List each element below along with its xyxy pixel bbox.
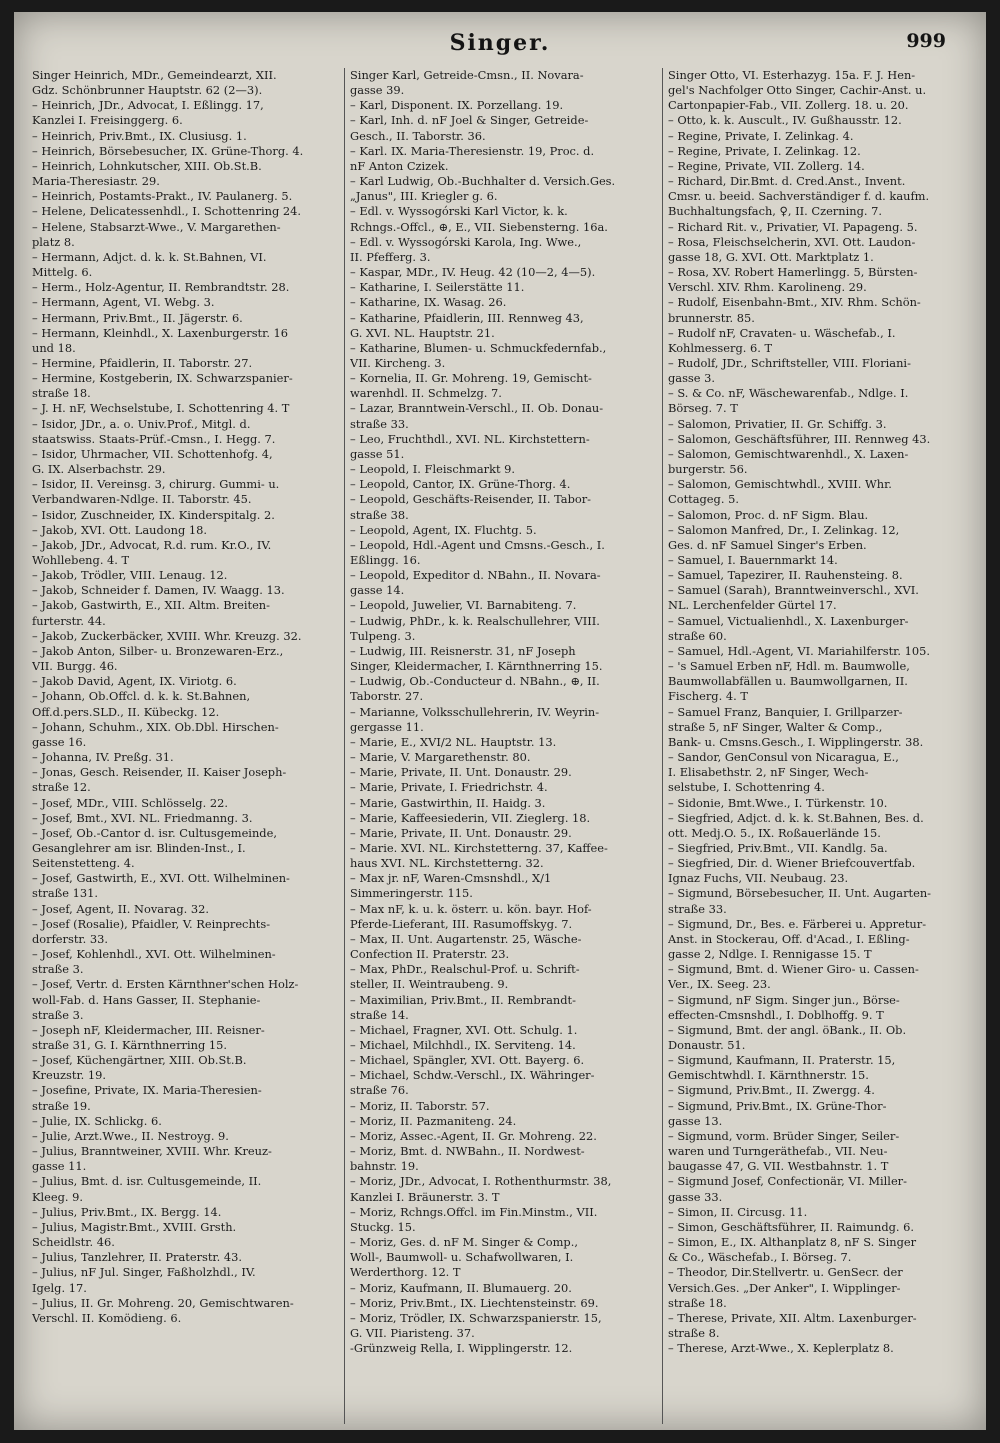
directory-entry-line: – Rosa, Fleischselcherin, XVI. Ott. Laudon- bbox=[668, 234, 916, 249]
directory-entry-line: – Samuel, Victualienhdl., X. Laxenburger- bbox=[668, 613, 909, 628]
directory-entry-line: woll-Fab. d. Hans Gasser, II. Stephanie- bbox=[32, 992, 261, 1007]
directory-entry-line: nF Anton Czizek. bbox=[350, 158, 449, 173]
directory-entry-line: Kreuzstr. 19. bbox=[32, 1068, 107, 1083]
directory-entry-line: – Samuel (Sarah), Branntweinverschl., XVI. bbox=[668, 583, 919, 598]
directory-entry-line: – Maximilian, Priv.Bmt., II. Rembrandt- bbox=[350, 992, 576, 1007]
directory-entry-line: – Julius, Bmt. d. isr. Cultusgemeinde, II. bbox=[32, 1174, 262, 1189]
directory-entry-line: Verschl. XIV. Rhm. Karolineng. 29. bbox=[668, 280, 867, 295]
directory-entry-line: – Leo, Fruchthdl., XVI. NL. Kirchstettern- bbox=[350, 431, 590, 446]
directory-entry-line: Baumwollabfällen u. Baumwollgarnen, II. bbox=[668, 674, 908, 689]
directory-entry-line: – Sigmund, Dr., Bes. e. Färberei u. Appretur- bbox=[668, 916, 927, 931]
directory-entry-line: G. XVI. NL. Hauptstr. 21. bbox=[350, 325, 495, 340]
directory-entry-line: & Co., Wäschefab., I. Börseg. 7. bbox=[668, 1250, 852, 1265]
directory-entry-line: baugasse 47, G. VII. Westbahnstr. 1. T bbox=[668, 1159, 889, 1174]
directory-entry-line: – Salomon, Gemischtwarenhdl., X. Laxen- bbox=[668, 446, 909, 461]
directory-entry-line: steller, II. Weintraubeng. 9. bbox=[350, 977, 509, 992]
directory-entry-line: Werderthorg. 12. T bbox=[350, 1265, 461, 1280]
directory-entry-line: gasse 11. bbox=[32, 1159, 87, 1174]
directory-entry-line: – Julius, nF Jul. Singer, Faßholzhdl., IV. bbox=[32, 1265, 256, 1280]
directory-entry-line: gasse 51. bbox=[350, 446, 405, 461]
directory-entry-line: selstube, I. Schottenring 4. bbox=[668, 780, 825, 795]
directory-entry-line: – Michael, Fragner, XVI. Ott. Schulg. 1. bbox=[350, 1022, 578, 1037]
directory-entry-line: – Regine, Private, I. Zelinkag. 4. bbox=[668, 128, 854, 143]
directory-entry-line: – Ludwig, Ob.-Conducteur d. NBahn., ⊕, II. bbox=[350, 674, 600, 689]
directory-entry-line: – Simon, Geschäftsführer, II. Raimundg. 6. bbox=[668, 1219, 915, 1234]
directory-entry-line: – Johanna, IV. Preßg. 31. bbox=[32, 750, 174, 765]
directory-entry-line: Taborstr. 27. bbox=[350, 689, 424, 704]
directory-entry-line: straße 33. bbox=[350, 416, 409, 431]
directory-entry-line: – Sigmund, Bmt. d. Wiener Giro- u. Cassen- bbox=[668, 962, 919, 977]
directory-entry-line: – Jakob, Zuckerbäcker, XVIII. Whr. Kreuzg. 32. bbox=[32, 628, 302, 643]
directory-entry-line: – Rudolf nF, Cravaten- u. Wäschefab., I. bbox=[668, 325, 896, 340]
directory-entry-line: – Sigmund, Priv.Bmt., IX. Grüne-Thor- bbox=[668, 1098, 887, 1113]
directory-entry-line: – Hermann, Priv.Bmt., II. Jägerstr. 6. bbox=[32, 310, 243, 325]
directory-entry-line: – Josef, Bmt., XVI. NL. Friedmanng. 3. bbox=[32, 810, 253, 825]
directory-entry-line: Singer Karl, Getreide-Cmsn., II. Novara- bbox=[350, 68, 584, 82]
directory-entry-line: – Marie, V. Margarethenstr. 80. bbox=[350, 750, 531, 765]
directory-entry-line: – Max, PhDr., Realschul-Prof. u. Schrift- bbox=[350, 962, 580, 977]
directory-entry-line: – Marie, Gastwirthin, II. Haidg. 3. bbox=[350, 795, 546, 810]
directory-entry-line: – Josef, MDr., VIII. Schlösselg. 22. bbox=[32, 795, 228, 810]
directory-entry-line: – Michael, Milchhdl., IX. Serviteng. 14. bbox=[350, 1038, 576, 1052]
directory-entry-line: straße 5, nF Singer, Walter & Comp., bbox=[668, 719, 883, 734]
directory-entry-line: Versich.Ges. „Der Anker", I. Wipplinger- bbox=[668, 1280, 901, 1295]
directory-entry-line: straße 38. bbox=[350, 507, 409, 522]
directory-entry-line: Simmeringerstr. 115. bbox=[350, 886, 473, 901]
directory-entry-line: – Sigmund, Priv.Bmt., II. Zwergg. 4. bbox=[668, 1083, 875, 1098]
directory-entry-line: Gdz. Schönbrunner Hauptstr. 62 (2—3). bbox=[32, 83, 263, 98]
directory-entry-line: Fischerg. 4. T bbox=[668, 689, 748, 704]
directory-entry-line: – Leopold, Cantor, IX. Grüne-Thorg. 4. bbox=[350, 477, 571, 492]
directory-entry-line: G. VII. Piaristeng. 37. bbox=[350, 1325, 475, 1340]
directory-entry-line: – Joseph nF, Kleidermacher, III. Reisner- bbox=[32, 1022, 265, 1037]
directory-entry-line: – Hermann, Agent, VI. Webg. 3. bbox=[32, 295, 215, 310]
directory-entry-line: – Johann, Schuhm., XIX. Ob.Dbl. Hirschen- bbox=[32, 719, 279, 734]
directory-entry-line: – Salomon Manfred, Dr., I. Zelinkag. 12, bbox=[668, 522, 900, 537]
directory-entry-line: Börseg. 7. T bbox=[668, 401, 738, 416]
directory-entry-line: – Therese, Arzt-Wwe., X. Keplerplatz 8. bbox=[668, 1341, 894, 1356]
directory-entry-line: – Marie, Private, I. Friedrichstr. 4. bbox=[350, 780, 548, 795]
directory-entry-line: – Jakob Anton, Silber- u. Bronzewaren-Erz., bbox=[32, 643, 284, 658]
directory-entry-line: – Max, II. Unt. Augartenstr. 25, Wäsche- bbox=[350, 931, 582, 946]
directory-entry-line: – Rudolf, Eisenbahn-Bmt., XIV. Rhm. Schön- bbox=[668, 295, 921, 310]
directory-entry-line: NL. Lerchenfelder Gürtel 17. bbox=[668, 598, 837, 613]
directory-entry-line: gasse 14. bbox=[350, 583, 405, 598]
directory-entry-line: – Hermann, Kleinhdl., X. Laxenburgerstr. 16 bbox=[32, 325, 289, 340]
directory-entry-line: – Sigmund, Kaufmann, II. Praterstr. 15, bbox=[668, 1053, 896, 1068]
directory-entry-line: – Moriz, Assec.-Agent, II. Gr. Mohreng. 22. bbox=[350, 1128, 597, 1143]
directory-entry-line: – Simon, E., IX. Althanplatz 8, nF S. Singer bbox=[668, 1235, 917, 1250]
directory-entry-line: – Simon, II. Circusg. 11. bbox=[668, 1204, 808, 1219]
directory-entry-line: – 's Samuel Erben nF, Hdl. m. Baumwolle, bbox=[668, 659, 910, 674]
directory-entry-line: straße 18. bbox=[32, 386, 91, 401]
directory-entry-line: Bank- u. Cmsns.Gesch., I. Wipplingerstr. 38. bbox=[668, 734, 924, 749]
directory-entry-line: waren und Turngeräthefab., VII. Neu- bbox=[668, 1144, 888, 1159]
directory-entry-line: ott. Medj.O. 5., IX. Roßauerlände 15. bbox=[668, 825, 881, 840]
directory-entry-line: Gemischtwhdl. I. Kärnthnerstr. 15. bbox=[668, 1068, 869, 1083]
directory-entry-line: – Sidonie, Bmt.Wwe., I. Türkenstr. 10. bbox=[668, 795, 888, 810]
directory-entry-line: Cottageg. 5. bbox=[668, 492, 739, 507]
directory-entry-line: – Marie, Private, II. Unt. Donaustr. 29. bbox=[350, 825, 572, 840]
directory-entry-line: – Hermann, Adjct. d. k. k. St.Bahnen, VI. bbox=[32, 249, 267, 264]
directory-entry-line: – Salomon, Gemischtwhdl., XVIII. Whr. bbox=[668, 477, 892, 492]
directory-entry-line: – Julie, IX. Schlickg. 6. bbox=[32, 1113, 162, 1128]
directory-entry-line: – Salomon, Geschäftsführer, III. Rennweg 43. bbox=[668, 431, 931, 446]
directory-entry-line: straße 18. bbox=[668, 1295, 727, 1310]
directory-entry-line: – Heinrich, JDr., Advocat, I. Eßlingg. 17, bbox=[32, 98, 264, 113]
directory-entry-line: – Michael, Spängler, XVI. Ott. Bayerg. 6. bbox=[350, 1053, 585, 1068]
directory-entry-line: – Leopold, Expeditor d. NBahn., II. Novara- bbox=[350, 568, 601, 583]
directory-entry-line: Confection II. Praterstr. 23. bbox=[350, 947, 510, 962]
directory-entry-line: – Samuel, Hdl.-Agent, VI. Mariahilferstr. 105. bbox=[668, 643, 930, 658]
directory-entry-line: – Johann, Ob.Offcl. d. k. k. St.Bahnen, bbox=[32, 689, 251, 704]
directory-entry-line: Off.d.pers.SLD., II. Kübeckg. 12. bbox=[32, 704, 220, 719]
directory-entry-line: – Julie, Arzt.Wwe., II. Nestroyg. 9. bbox=[32, 1128, 229, 1143]
directory-entry-line: – Josef (Rosalie), Pfaidler, V. Reinprechts- bbox=[32, 916, 271, 931]
directory-entry-line: – Edl. v. Wyssogórski Karola, Ing. Wwe., bbox=[350, 234, 582, 249]
directory-entry-line: effecten-Cmsnshdl., I. Doblhoffg. 9. T bbox=[668, 1007, 884, 1022]
directory-page bbox=[14, 12, 986, 1430]
directory-entry-line: – Siegfried, Dir. d. Wiener Briefcouvertfab. bbox=[668, 856, 916, 871]
directory-entry-line: – Leopold, Agent, IX. Fluchtg. 5. bbox=[350, 522, 537, 537]
directory-entry-line: Maria-Theresiastr. 29. bbox=[32, 174, 160, 189]
directory-entry-line: Donaustr. 51. bbox=[668, 1038, 746, 1052]
directory-entry-line: – Otto, k. k. Auscult., IV. Gußhausstr. 12. bbox=[668, 113, 902, 128]
directory-entry-line: – Josef, Kohlenhdl., XVI. Ott. Wilhelminen- bbox=[32, 947, 276, 962]
directory-entry-line: – Salomon, Privatier, II. Gr. Schiffg. 3. bbox=[668, 416, 887, 431]
directory-entry-line: – Samuel Franz, Banquier, I. Grillparzer- bbox=[668, 704, 903, 719]
directory-entry-line: – Kornelia, II. Gr. Mohreng. 19, Gemischt- bbox=[350, 371, 592, 386]
directory-entry-line: VII. Kircheng. 3. bbox=[350, 355, 446, 370]
directory-entry-line: – Lazar, Branntwein-Verschl., II. Ob. Donau- bbox=[350, 401, 604, 416]
directory-entry-line: – Jakob, XVI. Ott. Laudong 18. bbox=[32, 522, 207, 537]
directory-entry-line: Kanzlei I. Bräunerstr. 3. T bbox=[350, 1189, 500, 1204]
directory-entry-line: Eßlingg. 16. bbox=[350, 553, 421, 567]
directory-entry-line: – Josef, Küchengärtner, XIII. Ob.St.B. bbox=[32, 1053, 247, 1068]
directory-entry-line: – Herm., Holz-Agentur, II. Rembrandtstr. 28. bbox=[32, 280, 290, 295]
directory-entry-line: – Regine, Private, I. Zelinkag. 12. bbox=[668, 143, 861, 158]
directory-entry-line: – Isidor, JDr., a. o. Univ.Prof., Mitgl. d. bbox=[32, 416, 251, 431]
directory-entry-line: – Isidor, II. Vereinsg. 3, chirurg. Gummi- u. bbox=[32, 477, 280, 492]
directory-entry-line: – Marianne, Volksschullehrerin, IV. Weyrin- bbox=[350, 704, 600, 719]
directory-entry-line: – Leopold, Juwelier, VI. Barnabiteng. 7. bbox=[350, 598, 577, 613]
directory-entry-line: – Moriz, Rchngs.Offcl. im Fin.Minstm., VII. bbox=[350, 1204, 598, 1219]
directory-column-2 bbox=[344, 68, 662, 1424]
directory-entry-line: gasse 33. bbox=[668, 1189, 723, 1204]
directory-entry-line: – Josef, Gastwirth, E., XVI. Ott. Wilhelminen- bbox=[32, 871, 290, 886]
directory-entry-line: – Josefine, Private, IX. Maria-Theresien- bbox=[32, 1083, 262, 1098]
directory-entry-line: – Leopold, Hdl.-Agent und Cmsns.-Gesch., I. bbox=[350, 537, 605, 552]
directory-entry-line: Mittelg. 6. bbox=[32, 265, 93, 280]
directory-entry-line: – Jonas, Gesch. Reisender, II. Kaiser Joseph- bbox=[32, 765, 287, 780]
directory-entry-line: gasse 16. bbox=[32, 734, 87, 749]
directory-entry-line: brunnerstr. 85. bbox=[668, 310, 755, 325]
directory-entry-line: – Heinrich, Lohnkutscher, XIII. Ob.St.B. bbox=[32, 158, 262, 173]
directory-entry-line: – Siegfried, Adjct. d. k. k. St.Bahnen, Bes. d. bbox=[668, 810, 924, 825]
directory-entry-line: gergasse 11. bbox=[350, 719, 424, 734]
directory-entry-line: – J. H. nF, Wechselstube, I. Schottenring 4. T bbox=[32, 401, 290, 416]
directory-entry-line: – Katharine, Blumen- u. Schmuckfedernfab., bbox=[350, 340, 607, 355]
directory-entry-line: – Josef, Agent, II. Novarag. 32. bbox=[32, 901, 209, 916]
directory-entry-line: – Marie, Private, II. Unt. Donaustr. 29. bbox=[350, 765, 572, 780]
directory-entry-line: – Sigmund, Bmt. der angl. öBank., II. Ob. bbox=[668, 1022, 907, 1037]
directory-entry-line: warenhdl. II. Schmelzg. 7. bbox=[350, 386, 502, 401]
directory-entry-line: – Julius, Tanzlehrer, II. Praterstr. 43. bbox=[32, 1250, 242, 1265]
directory-entry-line: Anst. in Stockerau, Off. d'Acad., I. Eßling- bbox=[668, 931, 910, 946]
directory-entry-line: gasse 13. bbox=[668, 1113, 723, 1128]
directory-entry-line: – Heinrich, Postamts-Prakt., IV. Paulanerg. 5. bbox=[32, 189, 293, 204]
directory-entry-line: – Julius, Branntweiner, XVIII. Whr. Kreuz- bbox=[32, 1144, 272, 1159]
directory-entry-line: – Julius, Magistr.Bmt., XVIII. Grsth. bbox=[32, 1219, 237, 1234]
directory-entry-line: bahnstr. 19. bbox=[350, 1159, 419, 1174]
directory-entry-line: gasse 3. bbox=[668, 371, 716, 386]
directory-entry-line: – Moriz, Priv.Bmt., IX. Liechtensteinstr. 69. bbox=[350, 1295, 599, 1310]
directory-entry-line: – Sigmund, Börsebesucher, II. Unt. Augarten- bbox=[668, 886, 932, 901]
directory-entry-line: Rchngs.-Offcl., ⊕, E., VII. Siebensterng. 16a. bbox=[350, 219, 608, 234]
directory-entry-line: – Richard, Dir.Bmt. d. Cred.Anst., Invent. bbox=[668, 174, 906, 189]
directory-entry-line: – Marie. XVI. NL. Kirchstetterng. 37, Kaffee- bbox=[350, 840, 608, 855]
directory-entry-line: – Julius, II. Gr. Mohreng. 20, Gemischtwaren- bbox=[32, 1295, 294, 1310]
running-head: Singer. bbox=[449, 30, 551, 56]
directory-entry-line: Verbandwaren-Ndlge. II. Taborstr. 45. bbox=[32, 492, 252, 507]
directory-entry-line: Kleeg. 9. bbox=[32, 1189, 84, 1204]
directory-entry-line: – Sigmund, nF Sigm. Singer jun., Börse- bbox=[668, 992, 900, 1007]
directory-entry-line: – Sigmund, vorm. Brüder Singer, Seiler- bbox=[668, 1128, 900, 1143]
directory-entry-line: I. Elisabethstr. 2, nF Singer, Wech- bbox=[668, 765, 869, 780]
directory-entry-line: – Max jr. nF, Waren-Cmsnshdl., X/1 bbox=[350, 871, 552, 886]
directory-entry-line: – Moriz, II. Pazmaniteng. 24. bbox=[350, 1113, 517, 1128]
directory-entry-line: – Moriz, Kaufmann, II. Blumauerg. 20. bbox=[350, 1280, 572, 1295]
directory-entry-line: straße 12. bbox=[32, 780, 91, 795]
directory-entry-line: – Moriz, Ges. d. nF M. Singer & Comp., bbox=[350, 1235, 578, 1250]
directory-entry-line: – Heinrich, Priv.Bmt., IX. Clusiusg. 1. bbox=[32, 128, 247, 143]
directory-entry-line: – Karl, Inh. d. nF Joel & Singer, Getreide- bbox=[350, 113, 589, 128]
directory-entry-line: – Isidor, Zuschneider, IX. Kinderspitalg. 2. bbox=[32, 507, 275, 522]
page-header bbox=[14, 30, 986, 64]
directory-entry-line: – Leopold, Geschäfts-Reisender, II. Tabor- bbox=[350, 492, 592, 507]
directory-entry-line: – Karl Ludwig, Ob.-Buchhalter d. Versich.Ges. bbox=[350, 174, 616, 189]
directory-entry-line: Singer Otto, VI. Esterhazyg. 15a. F. J. Hen- bbox=[668, 68, 916, 82]
directory-entry-line: straße 14. bbox=[350, 1007, 409, 1022]
directory-entry-line: – Samuel, Tapezirer, II. Rauhensteing. 8. bbox=[668, 568, 903, 583]
directory-entry-line: – Ludwig, PhDr., k. k. Realschullehrer, VIII. bbox=[350, 613, 600, 628]
directory-entry-line: Pferde-Lieferant, III. Rasumoffskyg. 7. bbox=[350, 916, 573, 931]
directory-entry-line: – Josef, Ob.-Cantor d. isr. Cultusgemeinde, bbox=[32, 825, 277, 840]
directory-entry-line: – Katharine, Pfaidlerin, III. Rennweg 43, bbox=[350, 310, 584, 325]
directory-entry-line: – Julius, Priv.Bmt., IX. Bergg. 14. bbox=[32, 1204, 222, 1219]
directory-entry-line: – Salomon, Proc. d. nF Sigm. Blau. bbox=[668, 507, 869, 522]
directory-entry-line: Gesanglehrer am isr. Blinden-Inst., I. bbox=[32, 840, 246, 855]
directory-entry-line: straße 33. bbox=[668, 901, 727, 916]
directory-entry-line: Kanzlei I. Freisinggerg. 6. bbox=[32, 113, 183, 128]
directory-column-1 bbox=[32, 68, 344, 1424]
directory-entry-line: – Siegfried, Priv.Bmt., VII. Kandlg. 5a. bbox=[668, 840, 888, 855]
directory-entry-line: – Kaspar, MDr., IV. Heug. 42 (10—2, 4—5). bbox=[350, 265, 596, 280]
directory-entry-line: – Isidor, Uhrmacher, VII. Schottenhofg. 4, bbox=[32, 446, 273, 461]
directory-entry-line: Cmsr. u. beeid. Sachverständiger f. d. kaufm. bbox=[668, 189, 930, 204]
directory-entry-line: – Josef, Vertr. d. Ersten Kärnthner'schen Holz- bbox=[32, 977, 299, 992]
directory-entry-line: Woll-, Baumwoll- u. Schafwollwaren, I. bbox=[350, 1250, 574, 1265]
directory-entry-line: – Rudolf, JDr., Schriftsteller, VIII. Floriani- bbox=[668, 355, 911, 370]
directory-column-3 bbox=[662, 68, 980, 1424]
directory-entry-line: gasse 2, Ndlge. I. Rennigasse 15. T bbox=[668, 947, 872, 962]
directory-entry-line: staatswiss. Staats-Prüf.-Cmsn., I. Hegg. 7. bbox=[32, 431, 276, 446]
directory-entry-line: „Janus", III. Kriegler g. 6. bbox=[350, 189, 498, 204]
directory-entry-line: – Hermine, Pfaidlerin, II. Taborstr. 27. bbox=[32, 355, 253, 370]
directory-entry-line: furterstr. 44. bbox=[32, 613, 106, 628]
directory-entry-line: straße 19. bbox=[32, 1098, 91, 1113]
directory-entry-line: Gesch., II. Taborstr. 36. bbox=[350, 128, 486, 143]
directory-entry-line: Ges. d. nF Samuel Singer's Erben. bbox=[668, 537, 867, 552]
directory-entry-line: – Max nF, k. u. k. österr. u. kön. bayr. Hof- bbox=[350, 901, 592, 916]
directory-entry-line: Singer, Kleidermacher, I. Kärnthnerring 15. bbox=[350, 659, 603, 674]
directory-entry-line: Ver., IX. Seeg. 23. bbox=[668, 977, 771, 992]
directory-entry-line: – Marie, Kaffeesiederin, VII. Zieglerg. 18. bbox=[350, 810, 591, 825]
directory-entry-line: – Jakob, JDr., Advocat, R.d. rum. Kr.O., IV. bbox=[32, 537, 272, 552]
directory-entry-line: – Theodor, Dir.Stellvertr. u. GenSecr. der bbox=[668, 1265, 903, 1280]
directory-entry-line: – Moriz, II. Taborstr. 57. bbox=[350, 1098, 490, 1113]
directory-entry-line: – Moriz, JDr., Advocat, I. Rothenthurmstr. 38, bbox=[350, 1174, 612, 1189]
directory-entry-line: straße 76. bbox=[350, 1083, 409, 1098]
directory-entry-line: straße 3. bbox=[32, 962, 84, 977]
directory-entry-line: – Helene, Stabsarzt-Wwe., V. Margarethen- bbox=[32, 219, 281, 234]
directory-entry-line: straße 60. bbox=[668, 628, 727, 643]
directory-entry-line: – Regine, Private, VII. Zollerg. 14. bbox=[668, 158, 865, 173]
directory-entry-line: gel's Nachfolger Otto Singer, Cachir-Anst. u. bbox=[668, 83, 927, 98]
directory-entry-line: – Karl. IX. Maria-Theresienstr. 19, Proc. d. bbox=[350, 143, 595, 158]
directory-entry-line: gasse 39. bbox=[350, 83, 405, 98]
directory-entry-line: – Moriz, Bmt. d. NWBahn., II. Nordwest- bbox=[350, 1144, 585, 1159]
directory-entry-line: – Katharine, IX. Wasag. 26. bbox=[350, 295, 507, 310]
directory-entry-line: straße 3. bbox=[32, 1007, 84, 1022]
directory-entry-line: straße 8. bbox=[668, 1325, 720, 1340]
directory-entry-line: – Helene, Delicatessenhdl., I. Schottenring 24. bbox=[32, 204, 302, 219]
directory-entry-line: – Sandor, GenConsul von Nicaragua, E., bbox=[668, 750, 899, 765]
directory-entry-line: Igelg. 17. bbox=[32, 1280, 87, 1295]
directory-entry-line: burgerstr. 56. bbox=[668, 462, 748, 477]
directory-entry-line: II. Pfefferg. 3. bbox=[350, 249, 431, 264]
directory-entry-line: – Rosa, XV. Robert Hamerlingg. 5, Bürsten- bbox=[668, 265, 918, 280]
directory-entry-line: dorferstr. 33. bbox=[32, 931, 108, 946]
directory-entry-line: – Marie, E., XVI/2 NL. Hauptstr. 13. bbox=[350, 734, 557, 749]
directory-entry-line: haus XVI. NL. Kirchstetterng. 32. bbox=[350, 856, 544, 871]
directory-entry-line: – Jakob David, Agent, IX. Viriotg. 6. bbox=[32, 674, 237, 689]
directory-entry-line: – Karl, Disponent. IX. Porzellang. 19. bbox=[350, 98, 564, 113]
directory-entry-line: – Jakob, Gastwirth, E., XII. Altm. Breiten- bbox=[32, 598, 270, 613]
directory-entry-line: Singer Heinrich, MDr., Gemeindearzt, XII. bbox=[32, 68, 277, 82]
directory-entry-line: Wohllebeng. 4. T bbox=[32, 553, 130, 567]
page-number: 999 bbox=[906, 30, 946, 52]
directory-entry-line: G. IX. Alserbachstr. 29. bbox=[32, 462, 166, 477]
directory-entry-line: platz 8. bbox=[32, 234, 75, 249]
directory-entry-line: Tulpeng. 3. bbox=[350, 628, 416, 643]
directory-entry-line: straße 31, G. I. Kärnthnerring 15. bbox=[32, 1038, 228, 1052]
directory-entry-line: – Jakob, Schneider f. Damen, IV. Waagg. 13. bbox=[32, 583, 285, 598]
directory-entry-line: – Hermine, Kostgeberin, IX. Schwarzspanier- bbox=[32, 371, 293, 386]
directory-entry-line: Kohlmesserg. 6. T bbox=[668, 340, 773, 355]
directory-entry-line: – Edl. v. Wyssogórski Karl Victor, k. k. bbox=[350, 204, 568, 219]
directory-entry-line: und 18. bbox=[32, 340, 76, 355]
directory-entry-line: – S. & Co. nF, Wäschewarenfab., Ndlge. I. bbox=[668, 386, 909, 401]
directory-entry-line: VII. Burgg. 46. bbox=[32, 659, 118, 674]
directory-entry-line: Buchhaltungsfach, ♀, II. Czerning. 7. bbox=[668, 204, 882, 219]
directory-entry-line: Ignaz Fuchs, VII. Neubaug. 23. bbox=[668, 871, 849, 886]
directory-entry-line: – Sigmund Josef, Confectionär, VI. Miller- bbox=[668, 1174, 907, 1189]
directory-entry-line: – Ludwig, III. Reisnerstr. 31, nF Joseph bbox=[350, 643, 576, 658]
directory-entry-line: – Leopold, I. Fleischmarkt 9. bbox=[350, 462, 516, 477]
directory-entry-line: Stuckg. 15. bbox=[350, 1219, 416, 1234]
directory-entry-line: – Michael, Schdw.-Verschl., IX. Währinger- bbox=[350, 1068, 595, 1083]
directory-entry-line: gasse 18, G. XVI. Ott. Marktplatz 1. bbox=[668, 249, 874, 264]
directory-entry-line: – Richard Rit. v., Privatier, VI. Papageng. 5. bbox=[668, 219, 918, 234]
directory-entry-line: – Samuel, I. Bauernmarkt 14. bbox=[668, 553, 838, 567]
directory-entry-line: – Moriz, Trödler, IX. Schwarzspanierstr. 15, bbox=[350, 1310, 602, 1325]
directory-entry-line: Scheidlstr. 46. bbox=[32, 1235, 115, 1250]
directory-entry-line: – Jakob, Trödler, VIII. Lenaug. 12. bbox=[32, 568, 228, 583]
directory-entry-line: Verschl. II. Komödieng. 6. bbox=[32, 1310, 182, 1325]
directory-entry-line: – Katharine, I. Seilerstätte 11. bbox=[350, 280, 525, 295]
directory-entry-line: – Heinrich, Börsebesucher, IX. Grüne-Thorg. 4. bbox=[32, 143, 304, 158]
directory-entry-line: -Grünzweig Rella, I. Wipplingerstr. 12. bbox=[350, 1341, 573, 1356]
directory-entry-line: straße 131. bbox=[32, 886, 98, 901]
directory-entry-line: Seitenstetteng. 4. bbox=[32, 856, 135, 871]
directory-entry-line: Cartonpapier-Fab., VII. Zollerg. 18. u. 20. bbox=[668, 98, 909, 113]
directory-entry-line: – Therese, Private, XII. Altm. Laxenburger- bbox=[668, 1310, 917, 1325]
